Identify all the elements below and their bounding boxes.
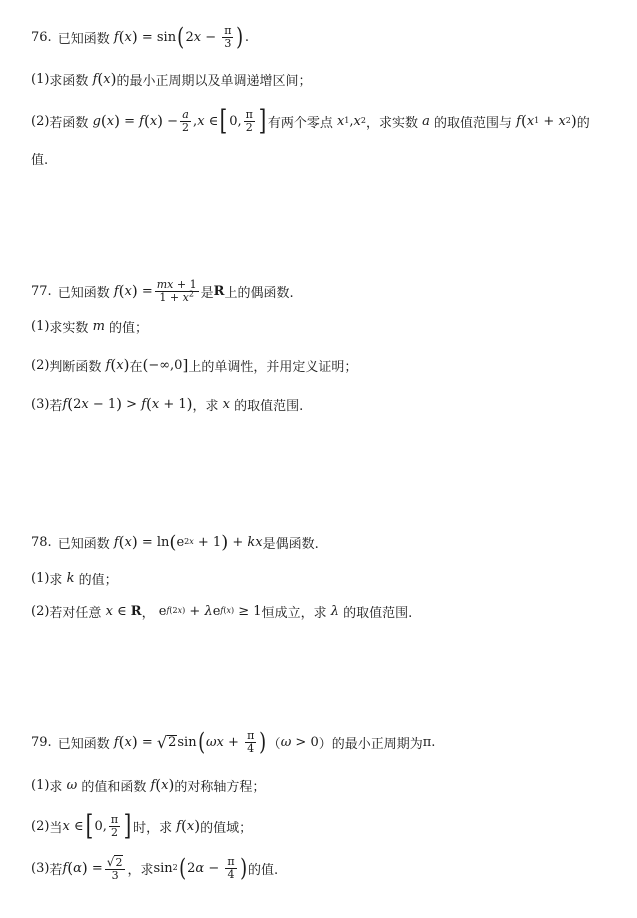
statement-text: （ (267, 736, 281, 752)
part-text: 的对称轴方程； (174, 779, 266, 795)
problem-number: 76. (31, 29, 52, 45)
problem-intro: 已知函数 (57, 31, 110, 47)
part-label: (2) (31, 113, 50, 129)
part-label: (3) (31, 860, 50, 876)
problem-78-part-2: (2) 若对任意 x ∈ R ， e f(2x) + λ e f(x) ≥ 1 恒成立，求 λ 的取值范围. (31, 603, 413, 621)
part-label: (1) (31, 777, 50, 793)
fraction: $\frac{\pi}{2}$ (245, 107, 253, 134)
problem-intro: 已知函数 (57, 536, 110, 552)
sqrt: √ 2 (156, 732, 177, 752)
statement-text: 是偶函数. (262, 536, 319, 552)
problem-77-part-1: (1) 求实数 m 的值； (31, 318, 149, 336)
part-text: 求实数 (49, 320, 89, 336)
problem-77-part-2: (2) 判断函数 f ( x ) 在 ( −∞,0 ] 上的单调性，并用定义证明； (31, 356, 358, 375)
problem-77-statement: 77. 已知函数 f ( x ) = $\frac{mx + 1}{1 + x^2}$ 是 R 上的偶函数. (31, 277, 294, 304)
part-text: 若 (49, 398, 63, 414)
part-text: ，求实数 (365, 115, 418, 131)
problem-79-part-3: (3) 若 f ( α ) = √ 2 3 ，求 sin 2 ( 2 α − $\frac{\pi}{4}$ ) 的值. (31, 854, 279, 882)
part-text: 的值和函数 (81, 779, 147, 795)
part-text: 的最小正周期以及单调递增区间； (116, 73, 312, 89)
fraction: $\frac{\pi}{3}$ (224, 23, 232, 50)
fraction: $\frac{mx + 1}{1 + x^2}$ (156, 277, 197, 304)
statement-text: 是 (200, 285, 214, 301)
part-text: 的值. (247, 862, 279, 878)
fraction: $\frac{\pi}{4}$ (247, 728, 255, 755)
fraction: $\frac{a}{2}$ (182, 107, 190, 134)
part-text: 的取值范围. (343, 605, 413, 621)
part-text: 的值； (109, 320, 149, 336)
problem-76-part-2-continuation (31, 143, 48, 173)
part-text: ， (141, 605, 155, 621)
part-label: (1) (31, 318, 50, 334)
part-text: 若 (49, 862, 63, 878)
part-text: 的值； (78, 572, 118, 588)
part-text: 的取值范围. (234, 398, 304, 414)
problem-76-statement: 76. 已知函数 f ( x ) = sin ( 2 x − $\frac{\pi}{3}$ ) . (31, 23, 249, 51)
problem-78-part-1: (1) 求 k 的值； (31, 570, 118, 588)
part-label: (3) (31, 396, 50, 412)
part-text: 求 (49, 779, 63, 795)
problem-number: 78. (31, 534, 52, 550)
part-text: 值. (31, 152, 49, 168)
part-text: 求 (49, 572, 63, 588)
problem-79-part-1: (1) 求 ω 的值和函数 f ( x ) 的对称轴方程； (31, 776, 266, 795)
part-label: (1) (31, 570, 50, 586)
part-text: 恒成立，求 (261, 605, 327, 621)
problem-76-part-2: (2) 若函数 g ( x ) = f ( x ) − $\frac{a}{2}$ , x ∈ [ 0, $\frac{\pi}{2}$ ] 有两个零点 x 1 , x 2 ，求实数 a 的取值范围与 f ( x 1 + x 2 ) 的 (31, 104, 590, 137)
statement-text: 上的偶函数. (224, 285, 294, 301)
part-label: (1) (31, 71, 50, 87)
part-text: 上的单调性，并用定义证明； (188, 359, 358, 375)
math-expression: f (109, 29, 119, 45)
part-text: 判断函数 (49, 359, 102, 375)
part-text: 的取值范围与 (434, 115, 513, 131)
part-text: ，求 (127, 862, 154, 878)
part-label: (2) (31, 818, 50, 834)
problem-number: 79. (31, 734, 52, 750)
part-text: 若对任意 (49, 605, 102, 621)
problem-77-part-3: (3) 若 f ( 2 x − 1 ) > f ( x + 1 ) ，求 x 的取值范围. (31, 395, 304, 414)
part-text: 的值域； (200, 820, 253, 836)
part-text: 有两个零点 (267, 115, 333, 131)
part-label: (2) (31, 603, 50, 619)
fraction: $\frac{\pi}{2}$ (110, 812, 119, 839)
part-text: 当 (49, 820, 63, 836)
part-text: 在 (129, 359, 143, 375)
statement-text: . (431, 734, 436, 750)
fraction: √ 2 3 (105, 855, 126, 882)
part-label: (2) (31, 357, 50, 373)
part-text: ，求 (192, 398, 219, 414)
problem-76-part-1: (1) 求函数 f ( x ) 的最小正周期以及单调递增区间； (31, 70, 312, 89)
part-text: 若函数 (49, 115, 89, 131)
statement-text: ）的最小正周期为 (318, 736, 423, 752)
problem-intro: 已知函数 (57, 285, 110, 301)
problem-intro: 已知函数 (57, 736, 110, 752)
part-text: 的 (576, 115, 590, 131)
part-text: 时，求 (133, 820, 173, 836)
set-R: R (213, 283, 225, 299)
fraction: $\frac{\pi}{4}$ (227, 854, 235, 881)
problem-79-statement: 79. 已知函数 f ( x ) = √ 2 sin ( ωx + $\frac{\pi}{4}$ ) （ ω > 0 ）的最小正周期为 π . (31, 728, 436, 756)
problem-number: 77. (31, 283, 52, 299)
problem-78-statement: 78. 已知函数 f ( x ) = ln ( e 2x + 1 ) + kx 是偶函数. (31, 531, 319, 553)
problem-79-part-2: (2) 当 x ∈ [ 0, $\frac{\pi}{2}$ ] 时，求 f ( x ) 的值域； (31, 809, 253, 842)
part-text: 求函数 (49, 73, 89, 89)
